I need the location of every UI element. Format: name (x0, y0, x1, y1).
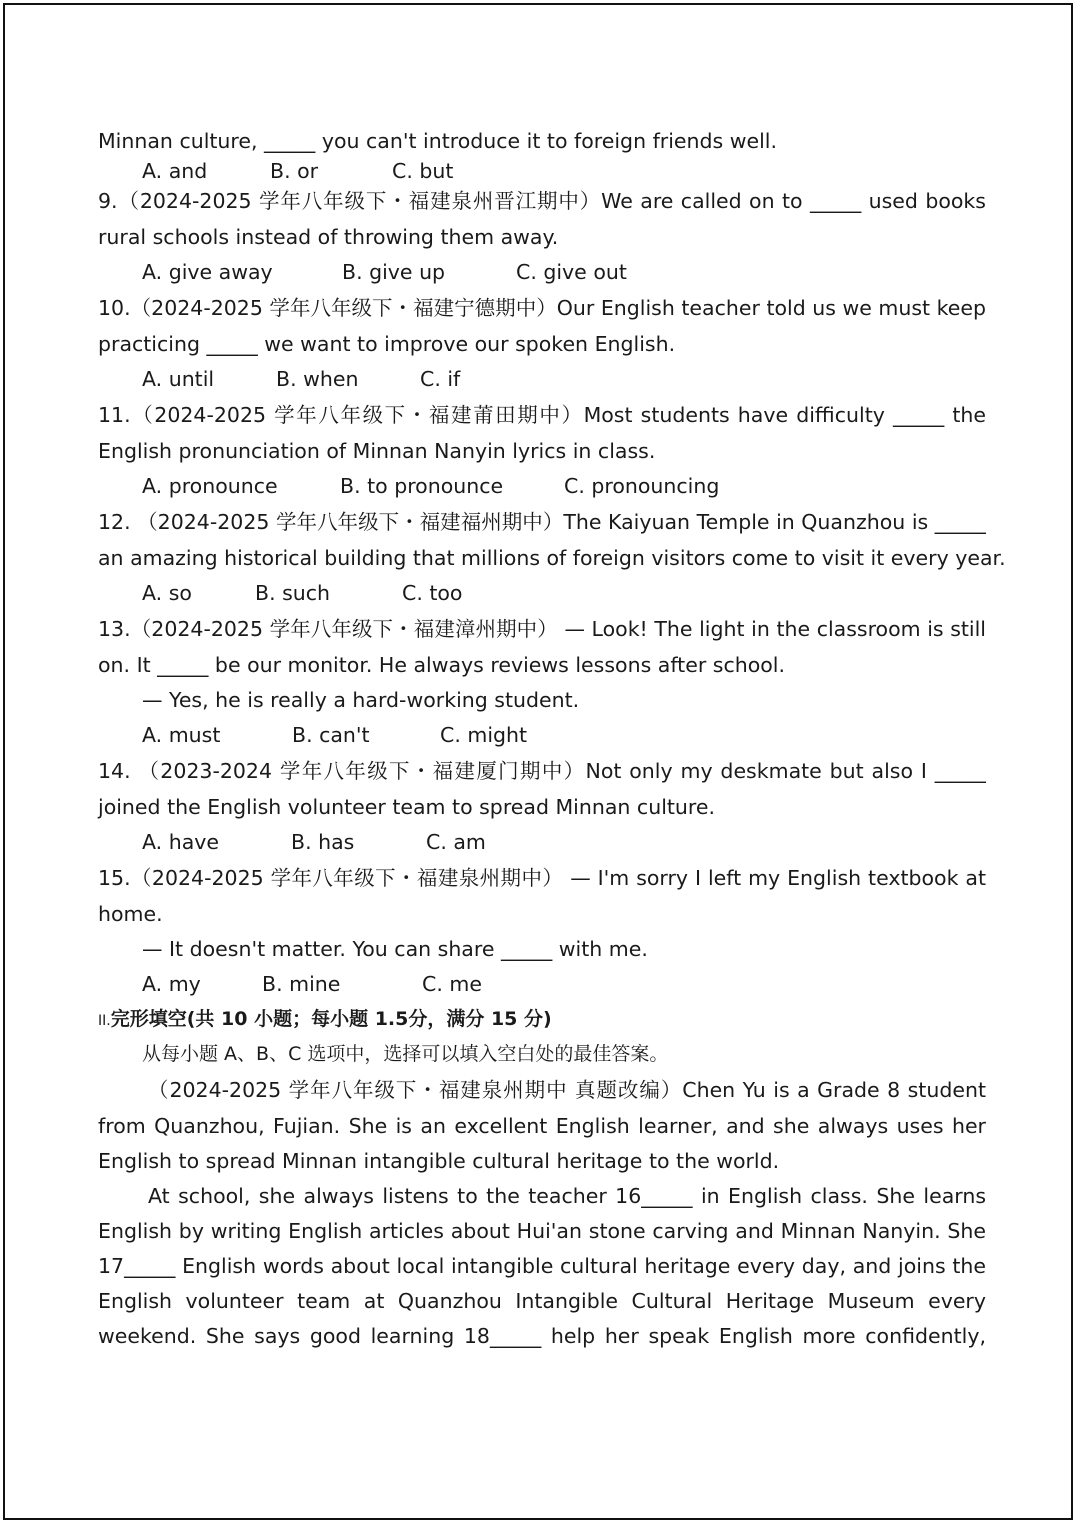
question-10-line-2: practicing _____ we want to improve our spoken English. (98, 332, 676, 356)
passage-line-8: weekend. She says good learning 18_____ help her speak English more confidently, (98, 1324, 986, 1348)
question-8-options (98, 159, 986, 183)
section-numeral: II. (98, 1013, 111, 1029)
section-2-heading (98, 1002, 986, 1037)
question-8-tail: Minnan culture, _____ you can't introduce it to foreign friends well. (98, 129, 778, 153)
question-15-dialog: — It doesn't matter. You can share _____ with me. (142, 937, 648, 961)
passage-line-3: English to spread Minnan intangible cultural heritage to the world. (98, 1149, 780, 1173)
passage-line-6: 17_____ English words about local intangible cultural heritage every day, and joins the (98, 1254, 986, 1278)
question-11-line-2: English pronunciation of Minnan Nanyin lyrics in class. (98, 439, 656, 463)
option-a: A. pronounce (142, 474, 278, 498)
question-14-options (98, 825, 986, 860)
option-c: C. but (392, 159, 454, 183)
option-a: A. have (142, 830, 219, 854)
question-15-options (98, 967, 986, 1002)
option-c: C. pronouncing (564, 474, 720, 498)
option-a: A. must (142, 723, 221, 747)
option-a: A. give away (142, 260, 273, 284)
passage-line-1: （2024-2025 学年八年级下・福建泉州期中 真题改编）Chen Yu is a Grade 8 student (148, 1078, 986, 1102)
question-11-line-1: 11.（2024-2025 学年八年级下・福建莆田期中）Most students have difficulty _____ the (98, 403, 986, 427)
question-13-line-1: 13.（2024-2025 学年八年级下・福建漳州期中） — Look! The light in the classroom is still (98, 617, 986, 641)
passage-line-5: English by writing English articles about Hui'an stone carving and Minnan Nanyin. She (98, 1219, 986, 1243)
question-12-line-2: an amazing historical building that millions of foreign visitors come to visit it every year. (98, 546, 1006, 570)
option-c: C. am (426, 830, 486, 854)
question-13-options (98, 718, 986, 753)
question-9-options (98, 255, 986, 290)
question-13-dialog: — Yes, he is really a hard-working student. (142, 688, 580, 712)
question-12-options (98, 576, 986, 611)
question-14-line-1: 14. （2023-2024 学年八年级下・福建厦门期中）Not only my deskmate but also I _____ (98, 759, 986, 783)
question-15-line-2: home. (98, 902, 163, 926)
option-c: C. too (402, 581, 463, 605)
question-9-line-1: 9.（2024-2025 学年八年级下・福建泉州晋江期中）We are called on to _____ used books (98, 189, 986, 213)
option-b: B. has (291, 830, 355, 854)
option-a: A. my (142, 972, 201, 996)
option-a: A. and (142, 159, 208, 183)
passage-line-7: English volunteer team at Quanzhou Intangible Cultural Heritage Museum every (98, 1289, 986, 1313)
option-b: B. when (276, 367, 359, 391)
option-b: B. such (255, 581, 331, 605)
question-11-options (98, 469, 986, 504)
question-10-line-1: 10.（2024-2025 学年八年级下・福建宁德期中）Our English teacher told us we must keep (98, 296, 986, 320)
worksheet-content (98, 124, 1006, 1354)
option-a: A. until (142, 367, 215, 391)
question-12-line-1: 12. （2024-2025 学年八年级下・福建福州期中）The Kaiyuan Temple in Quanzhou is _____ (98, 510, 986, 534)
question-10-options (98, 362, 986, 397)
section-title: 完形填空(共 10 小题；每小题 1.5分，满分 15 分) (110, 1008, 552, 1030)
question-9-line-2: rural schools instead of throwing them away. (98, 225, 559, 249)
option-c: C. if (420, 367, 461, 391)
question-14-line-2: joined the English volunteer team to spread Minnan culture. (98, 795, 716, 819)
option-b: B. to pronounce (340, 474, 504, 498)
option-a: A. so (142, 581, 192, 605)
question-13-line-2: on. It _____ be our monitor. He always reviews lessons after school. (98, 653, 786, 677)
option-b: B. can't (292, 723, 370, 747)
passage-line-2: from Quanzhou, Fujian. She is an excellent English learner, and she always uses her (98, 1114, 986, 1138)
option-c: C. might (440, 723, 528, 747)
section-2-instruction: 从每小题 A、B、C 选项中，选择可以填入空白处的最佳答案。 (142, 1043, 669, 1065)
option-b: B. mine (262, 972, 341, 996)
question-15-line-1: 15.（2024-2025 学年八年级下・福建泉州期中） — I'm sorry I left my English textbook at (98, 866, 986, 890)
passage-line-4: At school, she always listens to the teacher 16_____ in English class. She learns (148, 1184, 986, 1208)
option-c: C. me (422, 972, 482, 996)
option-b: B. give up (342, 260, 446, 284)
option-c: C. give out (516, 260, 627, 284)
option-b: B. or (270, 159, 319, 183)
